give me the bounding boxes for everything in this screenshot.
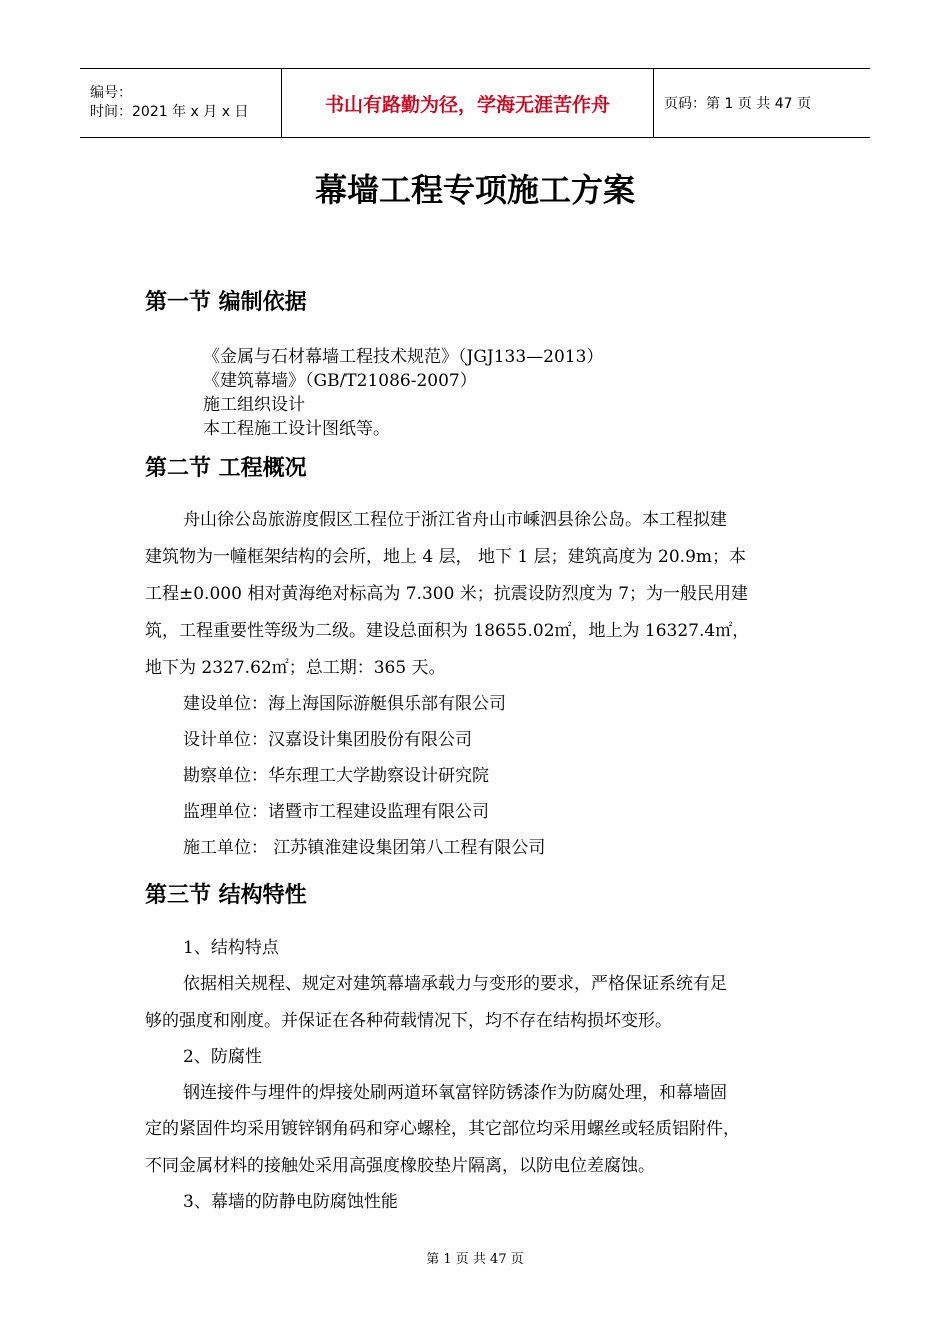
overview-line: 地下为 2327.62㎡；总工期：365 天。 — [145, 658, 446, 678]
structure-line: 1、结构特点 — [183, 938, 279, 958]
section3-heading: 第三节 结构特性 — [145, 883, 307, 908]
document-title: 幕墙工程专项施工方案 — [314, 171, 635, 209]
header-motto: 书山有路勤为径，学海无涯苦作舟 — [282, 69, 654, 137]
overview-line: 工程±0.000 相对黄海绝对标高为 7.300 米；抗震设防烈度为 7；为一般民用建 — [145, 584, 749, 604]
header-page-info: 页码：第 1 页 共 47 页 — [664, 96, 811, 112]
overview-line: 筑，工程重要性等级为二级。建设总面积为 18655.02㎡，地上为 16327.4㎡， — [145, 621, 750, 641]
reference-item: 施工组织设计 — [203, 395, 305, 415]
structure-line: 3、幕墙的防静电防腐蚀性能 — [183, 1192, 398, 1212]
header-date: 时间：2021 年 x 月 x 日 — [90, 104, 249, 120]
overview-line: 舟山徐公岛旅游度假区工程位于浙江省舟山市嵊泗县徐公岛。本工程拟建 — [183, 510, 727, 530]
section2-heading: 第二节 工程概况 — [145, 456, 307, 481]
reference-item: 本工程施工设计图纸等。 — [203, 419, 390, 439]
unit-line: 设计单位：汉嘉设计集团股份有限公司 — [183, 730, 472, 750]
header-serial: 编号： — [90, 85, 132, 101]
structure-line: 定的紧固件均采用镀锌钢角码和穿心螺栓，其它部位均采用螺丝或轻质铝附件， — [145, 1119, 740, 1139]
unit-line: 施工单位： 江苏镇淮建设集团第八工程有限公司 — [183, 838, 546, 858]
reference-item: 《建筑幕墙》（GB/T21086-2007） — [203, 371, 477, 391]
header-meta — [80, 69, 282, 137]
page-header — [80, 68, 870, 138]
structure-line: 够的强度和刚度。并保证在各种荷载情况下，均不存在结构损坏变形。 — [145, 1011, 672, 1031]
section1-heading: 第一节 编制依据 — [145, 290, 307, 315]
structure-line: 不同金属材料的接触处采用高强度橡胶垫片隔离，以防电位差腐蚀。 — [145, 1156, 655, 1176]
unit-line: 建设单位：海上海国际游艇俱乐部有限公司 — [183, 694, 506, 714]
page-footer: 第 1 页 共 47 页 — [426, 1252, 524, 1267]
structure-line: 钢连接件与埋件的焊接处刷两道环氧富锌防锈漆作为防腐处理，和幕墙固 — [183, 1083, 727, 1103]
structure-line: 2、防腐性 — [183, 1047, 262, 1067]
structure-line: 依据相关规程、规定对建筑幕墙承载力与变形的要求，严格保证系统有足 — [183, 974, 727, 994]
unit-line: 监理单位：诸暨市工程建设监理有限公司 — [183, 802, 489, 822]
overview-line: 建筑物为一幢框架结构的会所，地上 4 层， 地下 1 层；建筑高度为 20.9m；本 — [145, 547, 747, 567]
reference-item: 《金属与石材幕墙工程技术规范》（JGJ133—2013） — [203, 347, 604, 367]
unit-line: 勘察单位：华东理工大学勘察设计研究院 — [183, 766, 489, 786]
